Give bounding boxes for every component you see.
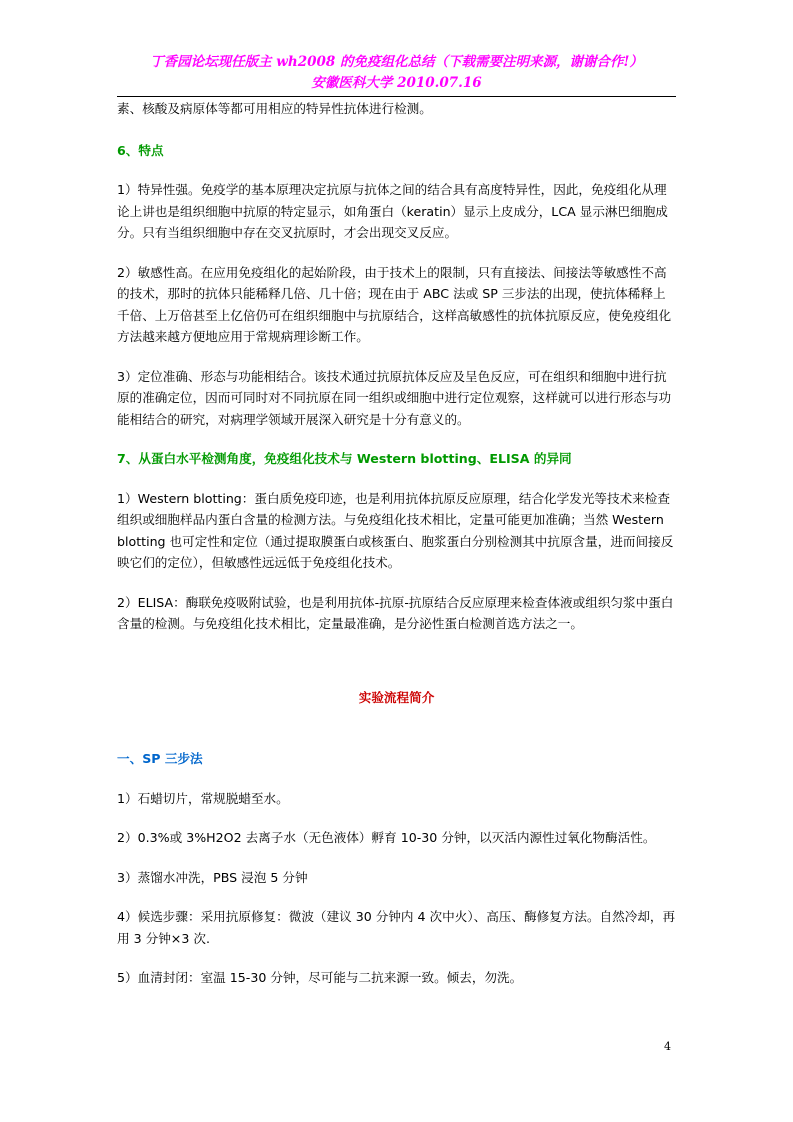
sp-step-5: 5）血清封闭：室温 15-30 分钟，尽可能与二抗来源一致。倾去，勿洗。 <box>117 970 523 985</box>
section-6-paragraph-2: 2）敏感性高。在应用免疫组化的起始阶段，由于技术上的限制，只有直接法、间接法等敏感性不高的技术，那时的抗体只能稀释几倍、几十倍；现在由于 ABC 法或 SP 三步法的出现，使抗体稀释上千倍、上万倍甚至上亿倍仍可在组织细胞中与抗原结合，这样高敏感性的抗体抗原反应，使免疫组化方法越来越方便地应用于常规病理诊断工作。 <box>117 264 672 344</box>
sp-step-2: 2）0.3%或 3%H2O2 去离子水（无色液体）孵育 10-30 分钟，以灭活内源性过氧化物酶活性。 <box>117 830 656 845</box>
section-7-heading: 7、从蛋白水平检测角度，免疫组化技术与 Western blotting、ELISA 的异同 <box>117 451 572 466</box>
sp-step-4: 4）候选步骤：采用抗原修复：微波（建议 30 分钟内 4 次中火）、高压、酶修复方法。自然冷却，再用 3 分钟×3 次. <box>117 909 676 946</box>
header-line-1: 丁香园论坛现任版主 wh2008 的免疫组化总结（下载需要注明来源，谢谢合作!） <box>150 54 643 70</box>
section-7-paragraph-2: 2）ELISA：酶联免疫吸附试验，也是利用抗体-抗原-抗原结合反应原理来检查体液或组织匀浆中蛋白含量的检测。与免疫组化技术相比，定量最准确，是分泌性蛋白检测首选方法之一。 <box>117 594 674 631</box>
page-header <box>117 52 676 94</box>
section-6-paragraph-1: 1）特异性强。免疫学的基本原理决定抗原与抗体之间的结合具有高度特异性，因此，免疫组化从理论上讲也是组织细胞中抗原的特定显示，如角蛋白（keratin）显示上皮成分，LCA 显示淋巴细胞成分。只有当组织细胞中存在交叉抗原时，才会出现交叉反应。 <box>117 182 668 240</box>
sp-step-1: 1）石蜡切片，常规脱蜡至水。 <box>117 790 289 806</box>
header-divider <box>117 96 676 97</box>
header-line-2: 安徽医科大学 2010.07.16 <box>311 75 482 91</box>
page-number: 4 <box>664 1040 671 1053</box>
section-7-paragraph-1: 1）Western blotting：蛋白质免疫印迹，也是利用抗体抗原反应原理，结合化学发光等技术来检查组织或细胞样品内蛋白含量的检测方法。与免疫组化技术相比，定量可能更加准确；当然 Western blotting 也可定性和定位（通过提取膜蛋白或核蛋白、胞浆蛋白分别检测其中抗原含量，进而间接反映它们的定位），但敏感性远远低于免疫组化技术。 <box>117 490 674 570</box>
experiment-flow-title: 实验流程简介 <box>358 689 435 705</box>
document-body <box>117 98 676 989</box>
section-6-heading: 6、特点 <box>117 142 164 158</box>
section-6-paragraph-3: 3）定位准确、形态与功能相结合。该技术通过抗原抗体反应及呈色反应，可在组织和细胞中进行抗原的准确定位，因而可同时对不同抗原在同一组织或细胞中进行定位观察，这样就可以进行形态与功能相结合的研究，对病理学领域开展深入研究是十分有意义的。 <box>117 368 672 427</box>
intro-tail-paragraph: 素、核酸及病原体等都可用相应的特异性抗体进行检测。 <box>117 101 432 116</box>
sp-step-3: 3）蒸馏水冲洗，PBS 浸泡 5 分钟 <box>117 869 308 885</box>
sp-method-heading: 一、SP 三步法 <box>117 751 203 766</box>
